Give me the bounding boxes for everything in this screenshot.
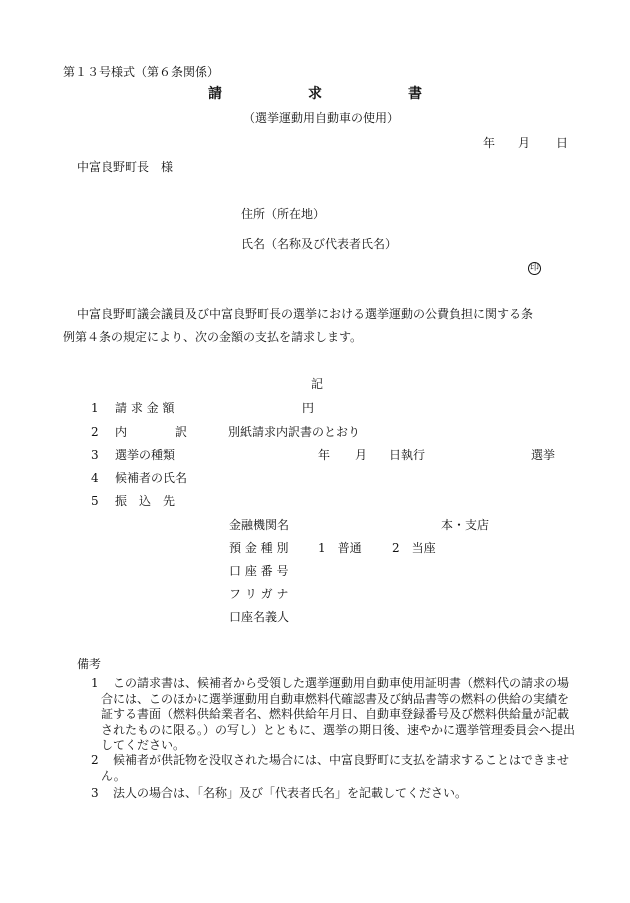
deposit-type-current: 2 当座: [392, 541, 436, 555]
remark-1-text: この請求書は、候補者から受領した選挙運動用自動車使用証明書（燃料代の請求の場合には、このほかに選挙運動用自動車燃料代確認書及び納品書等の燃料の供給の実績を証する書面（燃料供給業者名、燃料供給年月日、自動車登録番号及び燃料供給量が記載されたものに限る。）の写し）とともに、選挙の期日後、速やかに選挙管理委員会へ提出してください。: [101, 676, 576, 752]
date-year: 年: [483, 136, 496, 150]
body-line-2: 例第４条の規定により、次の金額の支払を請求します。: [63, 330, 363, 344]
name-label: 氏名（名称及び代表者氏名）: [241, 237, 398, 251]
subtitle: （選挙運動用自動車の使用）: [243, 111, 400, 125]
seal-mark: 印: [529, 263, 539, 273]
remark-2-number: 2: [91, 753, 99, 767]
remarks-heading: 備考: [77, 657, 102, 671]
deposit-type-label: 預 金 種 別: [229, 541, 289, 555]
item-1-label: 請 求 金 額: [115, 401, 175, 415]
account-number-label: 口 座 番 号: [229, 564, 289, 578]
account-holder-label: 口座名義人: [229, 610, 290, 624]
deposit-type-ordinary: 1 普通: [318, 541, 362, 555]
item-2-number: 2: [91, 425, 99, 439]
address-label: 住所（所在地）: [241, 207, 326, 221]
form-number: 第１３号様式（第６条関係）: [63, 65, 220, 79]
remark-3-number: 3: [91, 786, 99, 800]
addressee: 中富良野町長 様: [77, 160, 174, 174]
item-3-election: 選挙: [531, 448, 556, 462]
item-5-number: 5: [91, 494, 99, 508]
title-char-3: 書: [408, 86, 422, 102]
title-char-1: 請: [208, 86, 222, 102]
remark-1-number: 1: [91, 676, 99, 690]
remark-2-text: 候補者が供託物を没収された場合には、中富良野町に支払を請求することはできません。: [101, 753, 570, 783]
furigana-label: フ リ ガ ナ: [229, 587, 289, 601]
item-3-label: 選挙の種類: [115, 448, 176, 462]
item-2-value: 別紙請求内訳書のとおり: [228, 425, 361, 439]
item-2-label: 内 訳: [115, 425, 188, 439]
item-3-month: 月: [355, 448, 368, 462]
title-char-2: 求: [308, 86, 322, 102]
date-month: 月: [518, 136, 531, 150]
body-line-1: 中富良野町議会議員及び中富良野町長の選挙における選挙運動の公費負担に関する条: [77, 307, 534, 321]
bank-institution-label: 金融機関名: [229, 518, 290, 532]
item-1-value: 円: [302, 401, 315, 415]
bank-branch-label: 本・支店: [441, 518, 490, 532]
date-day: 日: [556, 136, 569, 150]
item-3-year: 年: [318, 448, 331, 462]
remark-3-text: 法人の場合は、「名称」及び「代表者氏名」を記載してください。: [113, 786, 468, 800]
item-4-label: 候補者の氏名: [115, 471, 188, 485]
item-1-number: 1: [91, 401, 99, 415]
item-3-number: 3: [91, 448, 99, 462]
item-4-number: 4: [91, 471, 99, 485]
item-3-day: 日執行: [389, 448, 426, 462]
item-5-label: 振 込 先: [115, 494, 176, 508]
ki-heading: 記: [311, 377, 324, 391]
